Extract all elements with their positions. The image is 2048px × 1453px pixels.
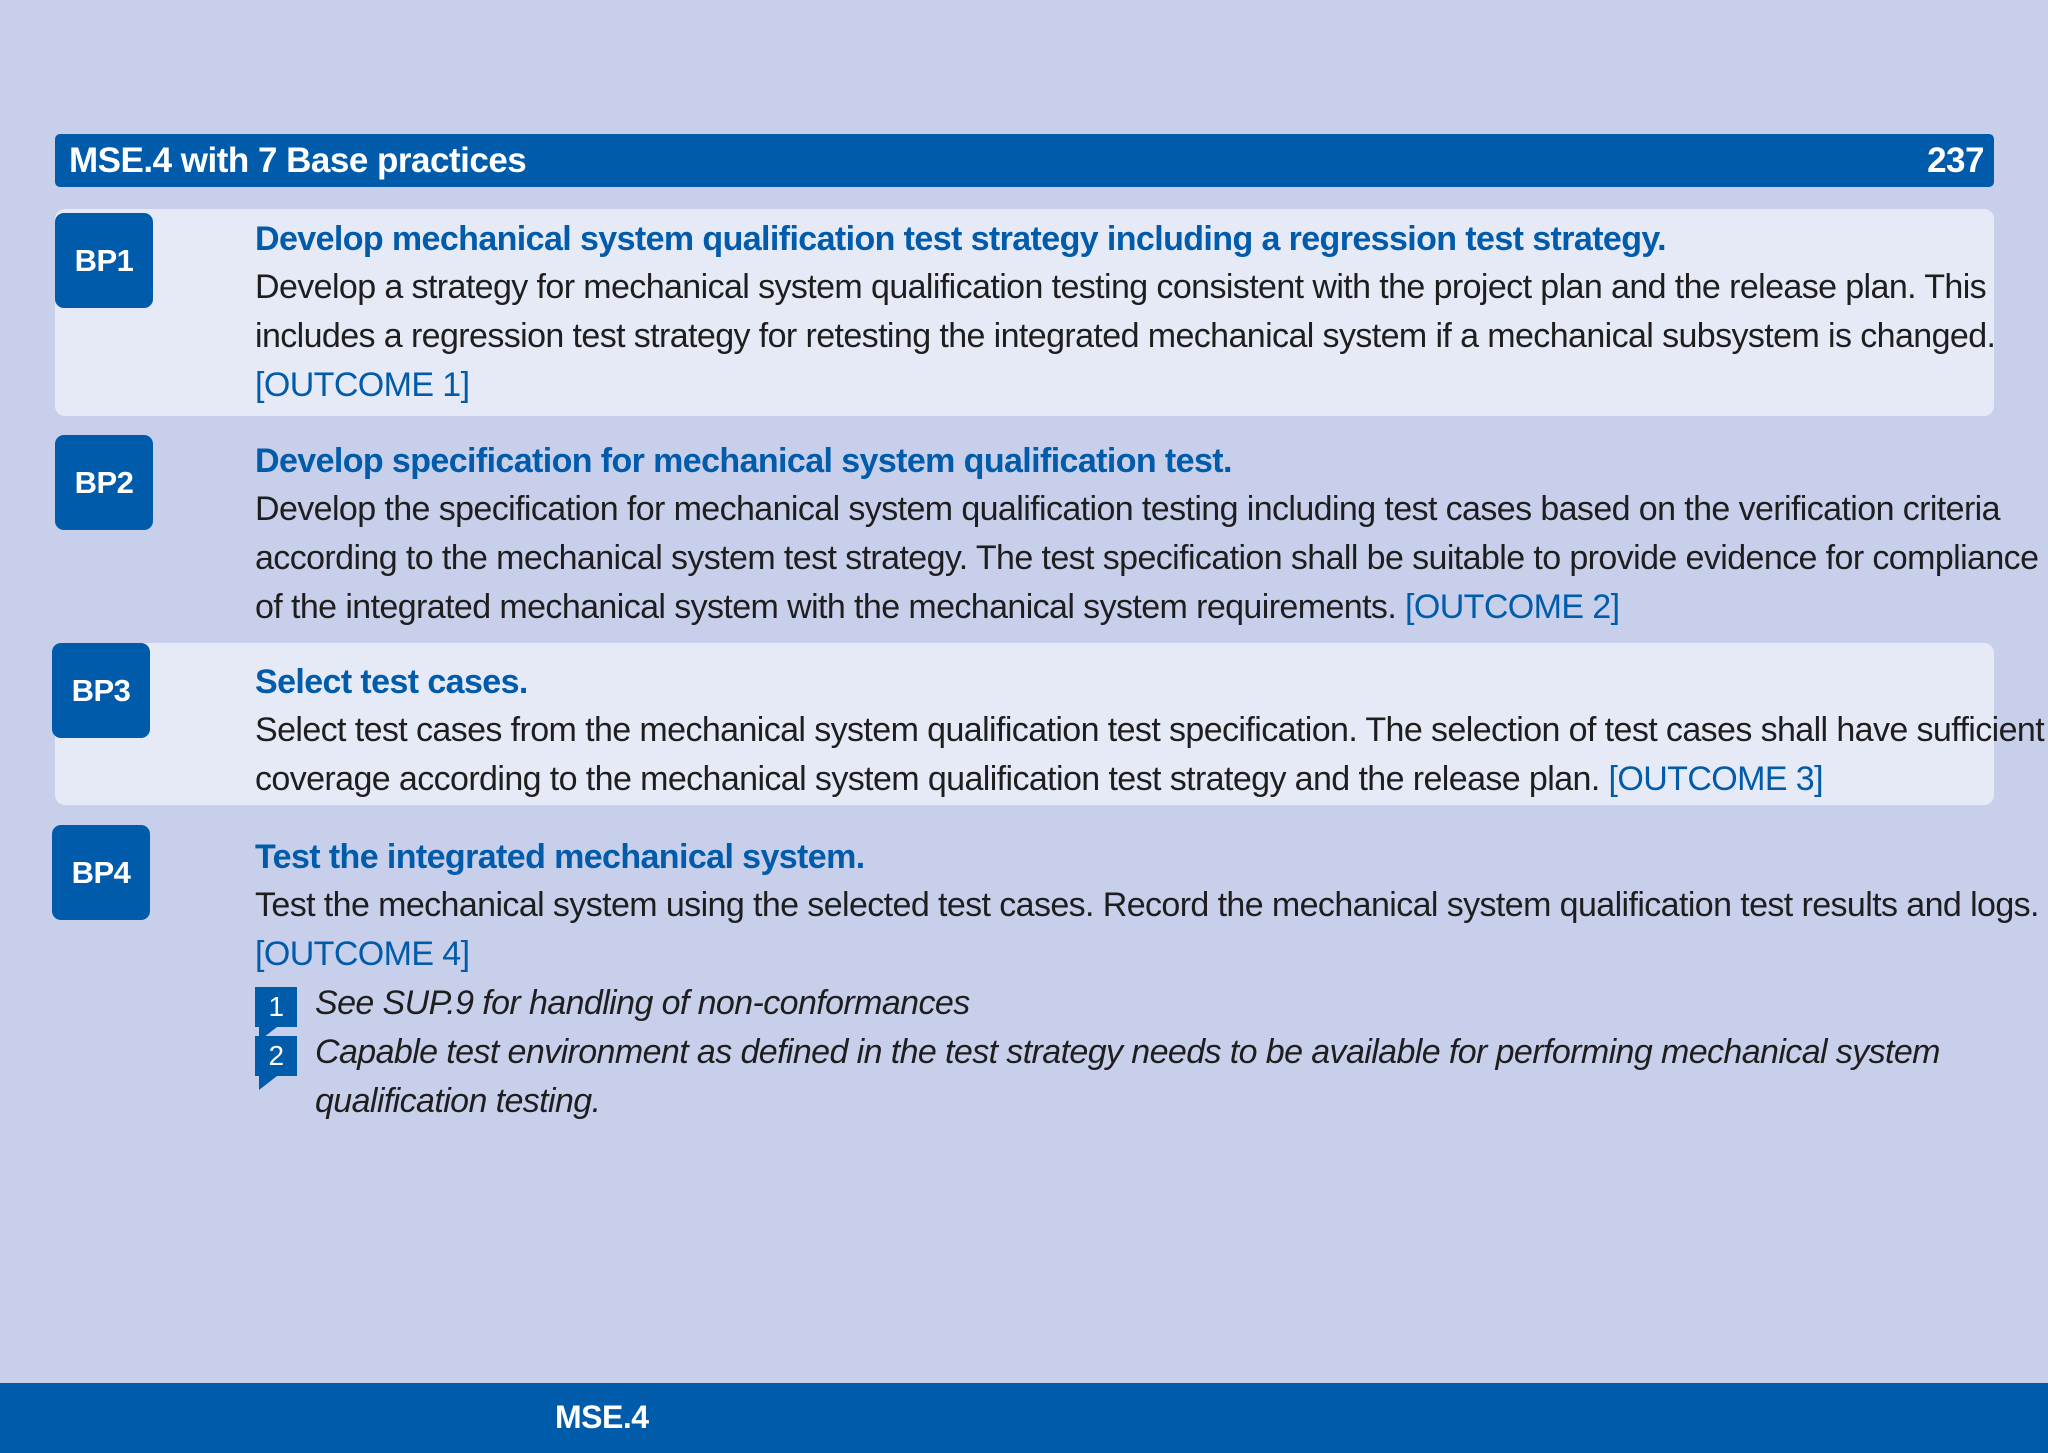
- bp-content: [255, 658, 2045, 804]
- footer-bar: [0, 1383, 2048, 1453]
- bp-description: Test the mechanical system using the selected test cases. Record the mechanical system qualification test results and logs. [OUTCOME 4]: [255, 886, 2039, 973]
- bp-description: Develop the specification for mechanical system qualification testing including test cases based on the verification criteria according to the mechanical system test strategy. The test specification shall be suitable to provide evidence for compliance of the integrated mechanical system with the mechanical system requirements. [OUTCOME 2]: [255, 490, 2039, 626]
- base-practice-bp1: [55, 209, 1994, 416]
- bp-content: [255, 215, 2005, 410]
- outcome-ref: [OUTCOME 1]: [255, 366, 470, 404]
- bp-content: [255, 437, 2045, 632]
- base-practice-bp3: [55, 643, 2045, 805]
- section-title: MSE.4 with 7 Base practices: [69, 140, 527, 180]
- bp-title: Develop specification for mechanical system qualification test.: [255, 442, 1232, 480]
- note-2: [255, 1028, 2045, 1126]
- footer-label: MSE.4: [555, 1399, 649, 1435]
- bp-badge: BP1: [55, 213, 153, 308]
- section-header: [55, 134, 1994, 187]
- note-1: [255, 979, 2045, 1028]
- bp-title: Develop mechanical system qualification test strategy including a regression test strategy.: [255, 220, 1667, 258]
- bp-description: Develop a strategy for mechanical system qualification testing consistent with the project plan and the release plan. This includes a regression test strategy for retesting the integrated mechanical system if a mechanical subsystem is changed. [OUTCOME 1]: [255, 268, 1996, 404]
- base-practice-bp4: [55, 825, 2039, 1125]
- bp-badge: BP4: [52, 825, 150, 920]
- bp-title: Select test cases.: [255, 663, 528, 701]
- base-practice-bp2: [55, 432, 2039, 632]
- outcome-ref: [OUTCOME 4]: [255, 935, 470, 973]
- outcome-ref: [OUTCOME 2]: [1405, 588, 1620, 626]
- note-text: See SUP.9 for handling of non-conformances: [315, 984, 970, 1022]
- bp-badge: BP2: [55, 435, 153, 530]
- bp-title: Test the integrated mechanical system.: [255, 838, 865, 876]
- bp-badge: BP3: [52, 643, 150, 738]
- outcome-ref: [OUTCOME 3]: [1608, 760, 1823, 798]
- bp-content: [255, 833, 2045, 1126]
- note-marker-icon: 1: [255, 987, 297, 1027]
- page-number: 237: [1927, 140, 1984, 180]
- bp-description: Select test cases from the mechanical system qualification test specification. The selection of test cases shall have sufficient coverage according to the mechanical system qualification test strategy and the release plan. [OUTCOME 3]: [255, 711, 2045, 798]
- note-text: Capable test environment as defined in the test strategy needs to be available for performing mechanical system qualification testing.: [315, 1033, 1940, 1120]
- note-marker-icon: 2: [255, 1036, 297, 1076]
